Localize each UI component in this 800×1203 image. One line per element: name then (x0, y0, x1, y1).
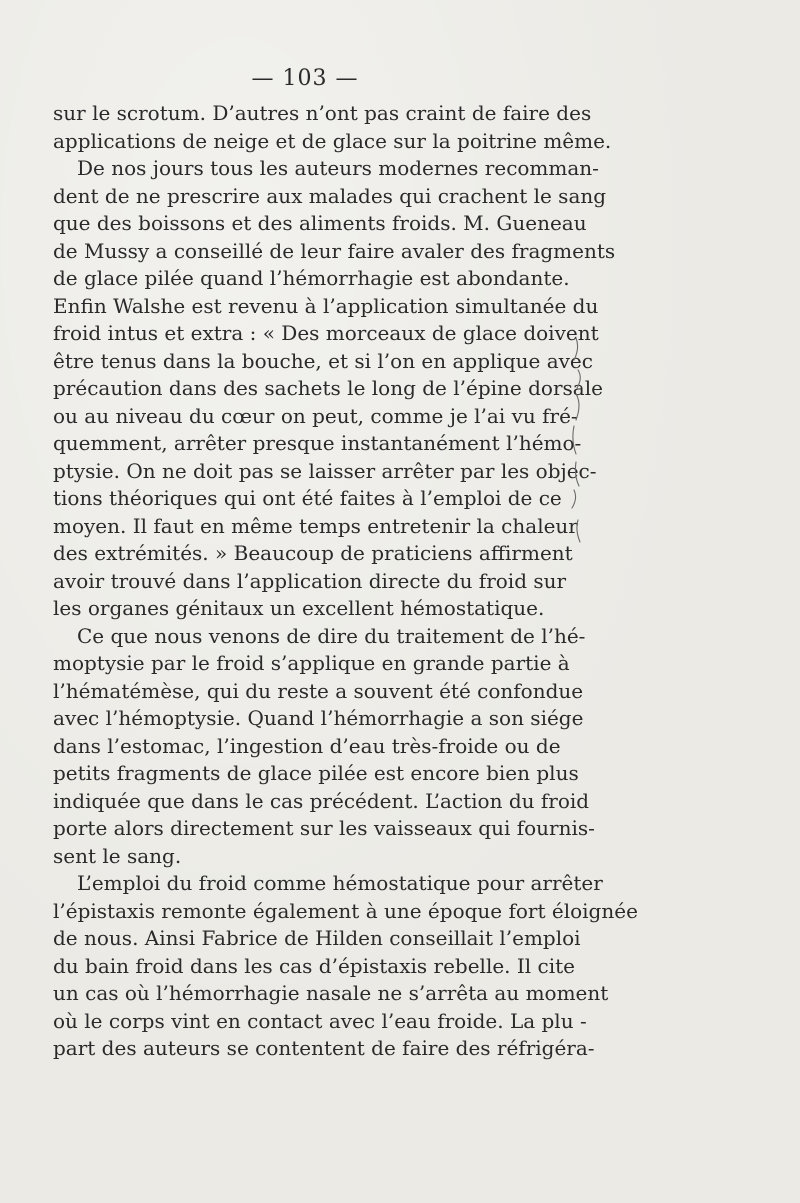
body-text (53, 100, 638, 1063)
text-line: moptysie par le froid s’applique en grande partie à (53, 651, 570, 675)
text-line: petits fragments de glace pilée est encore bien plus (53, 761, 579, 785)
text-line: de glace pilée quand l’hémorrhagie est abondante. (53, 266, 570, 290)
text-line: moyen. Il faut en même temps entretenir la chaleur (53, 513, 578, 538)
text-line: De nos jours tous les auteurs modernes recomman- (77, 156, 599, 180)
text-line: indiquée que dans le cas précédent. L’action du froid (53, 788, 590, 813)
text-line: les organes génitaux un excellent hémostatique. (53, 596, 545, 620)
text-line: sur le scrotum. D’autres n’ont pas craint de faire des (53, 101, 592, 125)
margin-pencil-marks (570, 330, 600, 550)
text-line: quemment, arrêter presque instantanément l’hémo- (53, 431, 582, 455)
text-line: l’hématémèse, qui du reste a souvent été confondue (53, 678, 584, 703)
text-line: un cas où l’hémorrhagie nasale ne s’arrêta au moment (53, 981, 609, 1005)
text-line: avoir trouvé dans l’application directe du froid sur (53, 568, 567, 593)
page-number: — 103 — (251, 66, 359, 91)
text-line: Ce que nous venons de dire du traitement de l’hé- (77, 623, 586, 648)
text-line: de Mussy a conseillé de leur faire avaler des fragments (53, 238, 616, 263)
text-line: du bain froid dans les cas d’épistaxis rebelle. Il cite (53, 953, 576, 978)
text-line: L’emploi du froid comme hémostatique pour arrêter (77, 871, 603, 895)
text-line: Enfin Walshe est revenu à l’application simultanée du (53, 293, 599, 318)
text-line: dans l’estomac, l’ingestion d’eau très-froide ou de (53, 733, 561, 758)
text-line: applications de neige et de glace sur la poitrine même. (53, 128, 612, 153)
text-line: précaution dans des sachets le long de l’épine dorsale (53, 376, 603, 400)
text-line: porte alors directement sur les vaisseaux qui fournis- (53, 816, 595, 840)
text-line: froid intus et extra : « Des morceaux de glace doivent (53, 321, 599, 345)
text-line: dent de ne prescrire aux malades qui crachent le sang (53, 183, 607, 208)
text-line: où le corps vint en contact avec l’eau froide. La plu - (53, 1008, 587, 1033)
text-line: l’épistaxis remonte également à une époque fort éloignée (53, 898, 638, 923)
text-line: sent le sang. (53, 843, 182, 868)
text-line: ou au niveau du cœur on peut, comme je l’ai vu fré- (53, 403, 578, 428)
text-line: des extrémités. » Beaucoup de praticiens affirment (53, 541, 573, 565)
text-line: avec l’hémoptysie. Quand l’hémorrhagie a son siége (53, 706, 584, 730)
text-line: ptysie. On ne doit pas se laisser arrêter par les objec- (53, 458, 597, 483)
text-line: tions théoriques qui ont été faites à l’emploi de ce (53, 486, 562, 510)
text-line: que des boissons et des aliments froids. M. Gueneau (53, 211, 587, 235)
text-line: être tenus dans la bouche, et si l’on en applique avec (53, 348, 593, 373)
text-line: part des auteurs se contentent de faire des réfrigéra- (53, 1036, 595, 1060)
text-line: de nous. Ainsi Fabrice de Hilden conseillait l’emploi (53, 926, 581, 950)
